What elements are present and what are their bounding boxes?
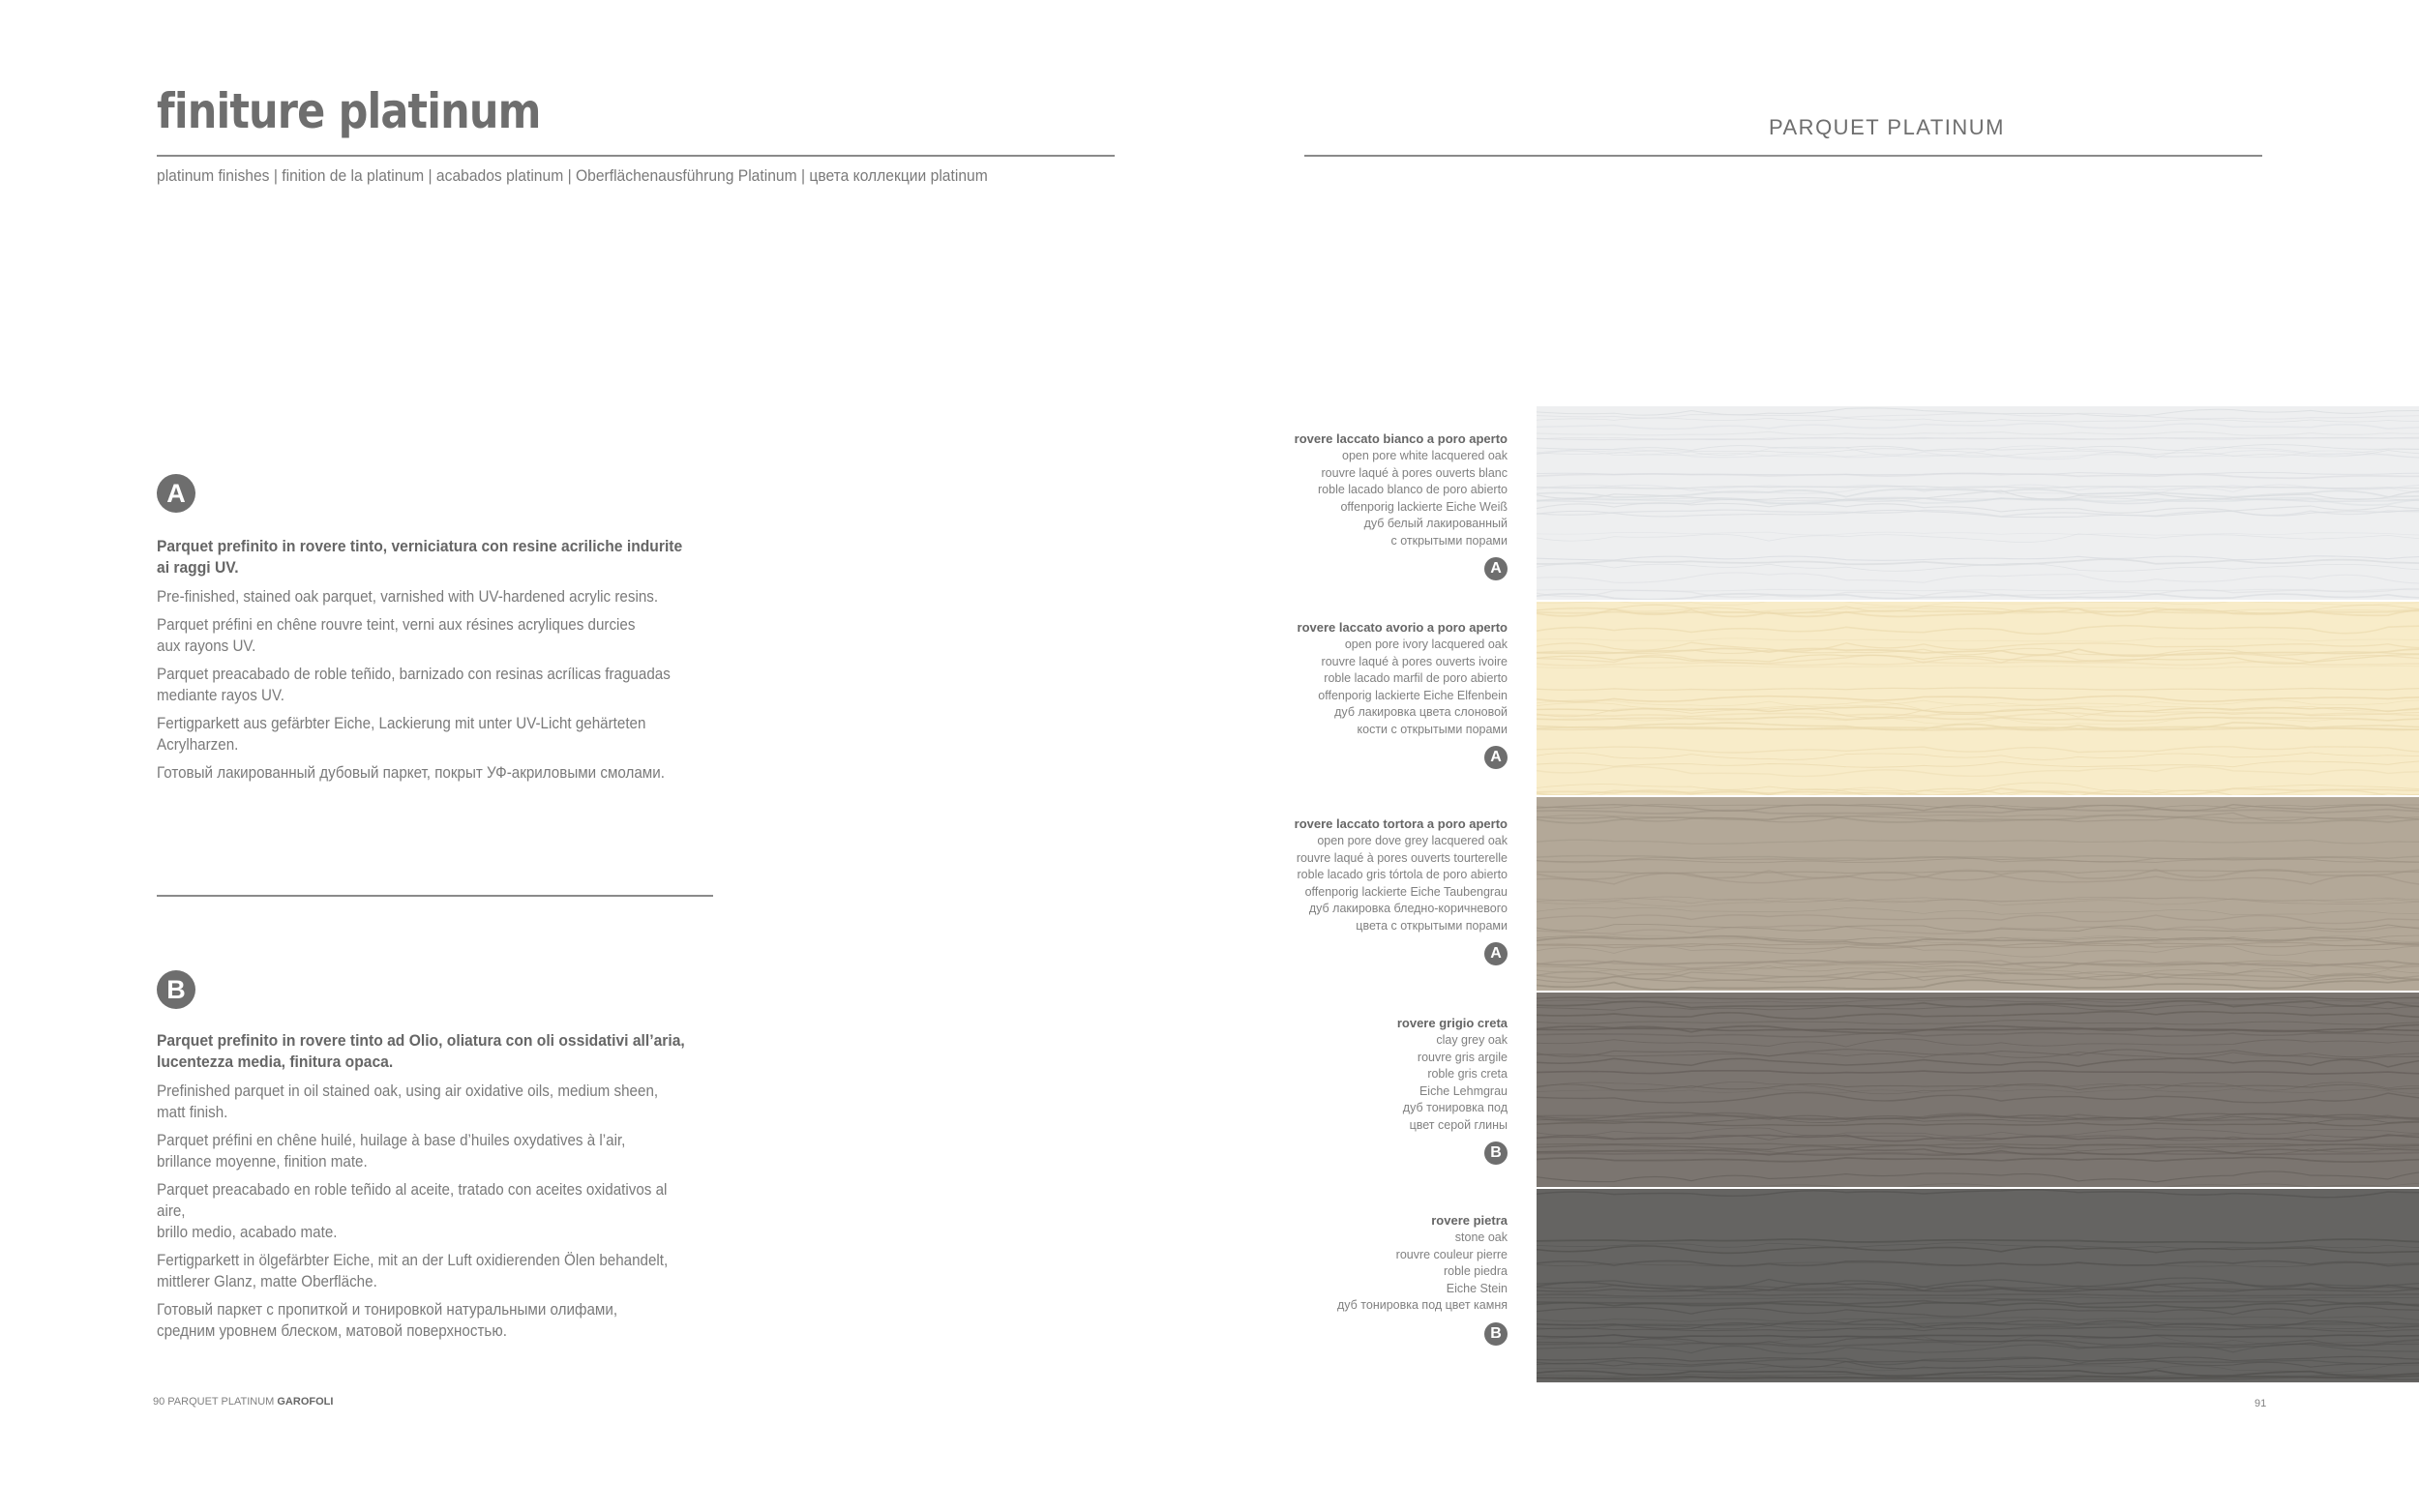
swatch-translation: clay grey oak xyxy=(1436,1033,1508,1047)
swatch-translation: дуб лакировка бледно-коричневого xyxy=(1308,902,1508,915)
swatch-translation: дуб белый лакированный xyxy=(1363,517,1508,530)
page-title: finiture platinum xyxy=(157,83,541,139)
swatch-translation: roble lacado blanco de poro abierto xyxy=(1318,483,1508,496)
swatch-translation: цвет серой глины xyxy=(1409,1117,1508,1132)
swatch-translation: Eiche Lehmgrau xyxy=(1419,1083,1508,1098)
swatch-name: rovere grigio creta xyxy=(1396,1016,1508,1030)
swatch-label xyxy=(1217,1015,1508,1165)
swatch-translation: roble lacado marfil de poro abierto xyxy=(1324,671,1508,685)
finish-a-text-en: Pre-finished, stained oak parquet, varnished with UV-hardened acrylic resins. xyxy=(157,588,659,606)
swatch-name: rovere laccato avorio a poro aperto xyxy=(1297,620,1508,635)
wood-grain xyxy=(1537,797,2419,991)
swatch-translation: rouvre laqué à pores ouverts tourterelle xyxy=(1296,850,1508,865)
swatch-translation: Eiche Stein xyxy=(1446,1281,1508,1295)
swatch-translation: дуб тонировка под xyxy=(1402,1101,1508,1114)
finish-a-text-es: Parquet preacabado de roble teñido, barnizado con resinas acrílicas fraguadas mediante rayos UV. xyxy=(157,666,671,704)
swatch-translation: open pore ivory lacquered oak xyxy=(1344,637,1508,651)
footer-brand: GAROFOLI xyxy=(277,1396,334,1408)
swatch-translation: offenporig lackierte Eiche Elfenbein xyxy=(1318,688,1508,702)
swatch-badge: B xyxy=(1484,1141,1508,1165)
swatch-translation: roble lacado gris tórtola de poro abierto xyxy=(1297,868,1508,881)
finish-b-badge: B xyxy=(157,970,195,1009)
swatch-translation: дуб тонировка под цвет камня xyxy=(1336,1298,1508,1312)
swatch-name: rovere pietra xyxy=(1431,1213,1508,1228)
section-title: PARQUET PLATINUM xyxy=(1768,115,2006,139)
swatch-label xyxy=(1217,430,1508,580)
footer-left xyxy=(153,1396,333,1408)
swatch-name: rovere laccato bianco a poro aperto xyxy=(1294,431,1508,446)
swatch-translation: stone oak xyxy=(1454,1230,1508,1244)
swatch-translation: rouvre couleur pierre xyxy=(1395,1247,1508,1261)
swatch-translation: open pore dove grey lacquered oak xyxy=(1317,834,1508,847)
footer-page-label: 90 PARQUET PLATINUM xyxy=(153,1396,275,1408)
wood-grain xyxy=(1537,993,2419,1187)
swatch-translation: с открытыми порами xyxy=(1390,533,1508,548)
swatch-translation: цвета с открытыми порами xyxy=(1356,918,1508,933)
finish-a-badge: A xyxy=(157,474,195,513)
finish-b-text-en: Prefinished parquet in oil stained oak, using air oxidative oils, medium sheen, matt finish. xyxy=(157,1082,659,1121)
swatch-translation: дуб лакировка цвета слоновой xyxy=(1334,705,1508,719)
wood-grain xyxy=(1537,602,2419,795)
swatch-translation: roble gris creta xyxy=(1427,1067,1508,1081)
finish-a-text-ru: Готовый лакированный дубовый паркет, покрыт УФ-акриловыми смолами. xyxy=(157,764,665,782)
finish-b-block xyxy=(157,970,699,1349)
wood-grain xyxy=(1537,406,2419,600)
swatch-translation: offenporig lackierte Eiche Taubengrau xyxy=(1304,884,1508,899)
swatch-badge: A xyxy=(1484,746,1508,769)
swatch-translation: кости с открытыми порами xyxy=(1357,722,1508,736)
finish-divider xyxy=(157,895,713,897)
swatch-badge: A xyxy=(1484,942,1508,965)
swatch-translation: offenporig lackierte Eiche Weiß xyxy=(1340,499,1508,514)
title-divider xyxy=(157,155,1115,157)
finish-a-text-de: Fertigparkett aus gefärbter Eiche, Lackierung mit unter UV-Licht gehärteten Acrylharzen. xyxy=(157,715,646,754)
finish-b-heading: Parquet prefinito in rovere tinto ad Olio, oliatura con oli ossidativi all’aria, lucentezza media, finitura opaca. xyxy=(157,1031,685,1071)
wood-swatch-ivory xyxy=(1537,602,2419,795)
swatch-badge: A xyxy=(1484,557,1508,580)
finish-b-text-es: Parquet preacabado en roble teñido al aceite, tratado con aceites oxidativos al aire, brillo medio, acabado mate. xyxy=(157,1181,668,1241)
page-subtitle: platinum finishes | finition de la platinum | acabados platinum | Oberflächenausführung Platinum | цвета коллекции platinum xyxy=(157,166,988,185)
section-divider xyxy=(1304,155,2262,157)
wood-swatch-stone xyxy=(1537,1189,2419,1382)
swatch-translation: rouvre laqué à pores ouverts blanc xyxy=(1321,465,1508,480)
finish-a-text-fr: Parquet préfini en chêne rouvre teint, verni aux résines acryliques durcies aux rayons UV. xyxy=(157,616,636,655)
swatch-label xyxy=(1217,815,1508,965)
swatch-badge: B xyxy=(1484,1322,1508,1346)
swatch-translation: rouvre gris argile xyxy=(1417,1050,1508,1064)
finish-a-heading: Parquet prefinito in rovere tinto, verniciatura con resine acriliche indurite ai raggi UV. xyxy=(157,537,683,577)
wood-swatch-dove-grey xyxy=(1537,797,2419,991)
footer-page-number: 91 xyxy=(2255,1398,2267,1409)
finish-a-block xyxy=(157,474,699,790)
finish-b-text-de: Fertigparkett in ölgefärbter Eiche, mit an der Luft oxidierenden Ölen behandelt, mittlerer Glanz, matte Oberfläche. xyxy=(157,1252,669,1290)
wood-grain xyxy=(1537,1189,2419,1382)
swatch-translation: rouvre laqué à pores ouverts ivoire xyxy=(1321,654,1508,668)
finish-b-text-ru: Готовый паркет с пропиткой и тонировкой натуральными олифами, средним уровнем блеском, матовой поверхностью. xyxy=(157,1301,618,1340)
wood-swatch-white xyxy=(1537,406,2419,600)
finish-b-text-fr: Parquet préfini en chêne huilé, huilage à base d’huiles oxydatives à l’air, brillance moyenne, finition mate. xyxy=(157,1132,626,1171)
swatch-label xyxy=(1217,1212,1508,1346)
swatch-label xyxy=(1217,619,1508,769)
swatch-name: rovere laccato tortora a poro aperto xyxy=(1294,816,1508,831)
swatch-translation: open pore white lacquered oak xyxy=(1342,449,1508,462)
wood-swatch-clay-grey xyxy=(1537,993,2419,1187)
swatch-translation: roble piedra xyxy=(1443,1264,1508,1278)
